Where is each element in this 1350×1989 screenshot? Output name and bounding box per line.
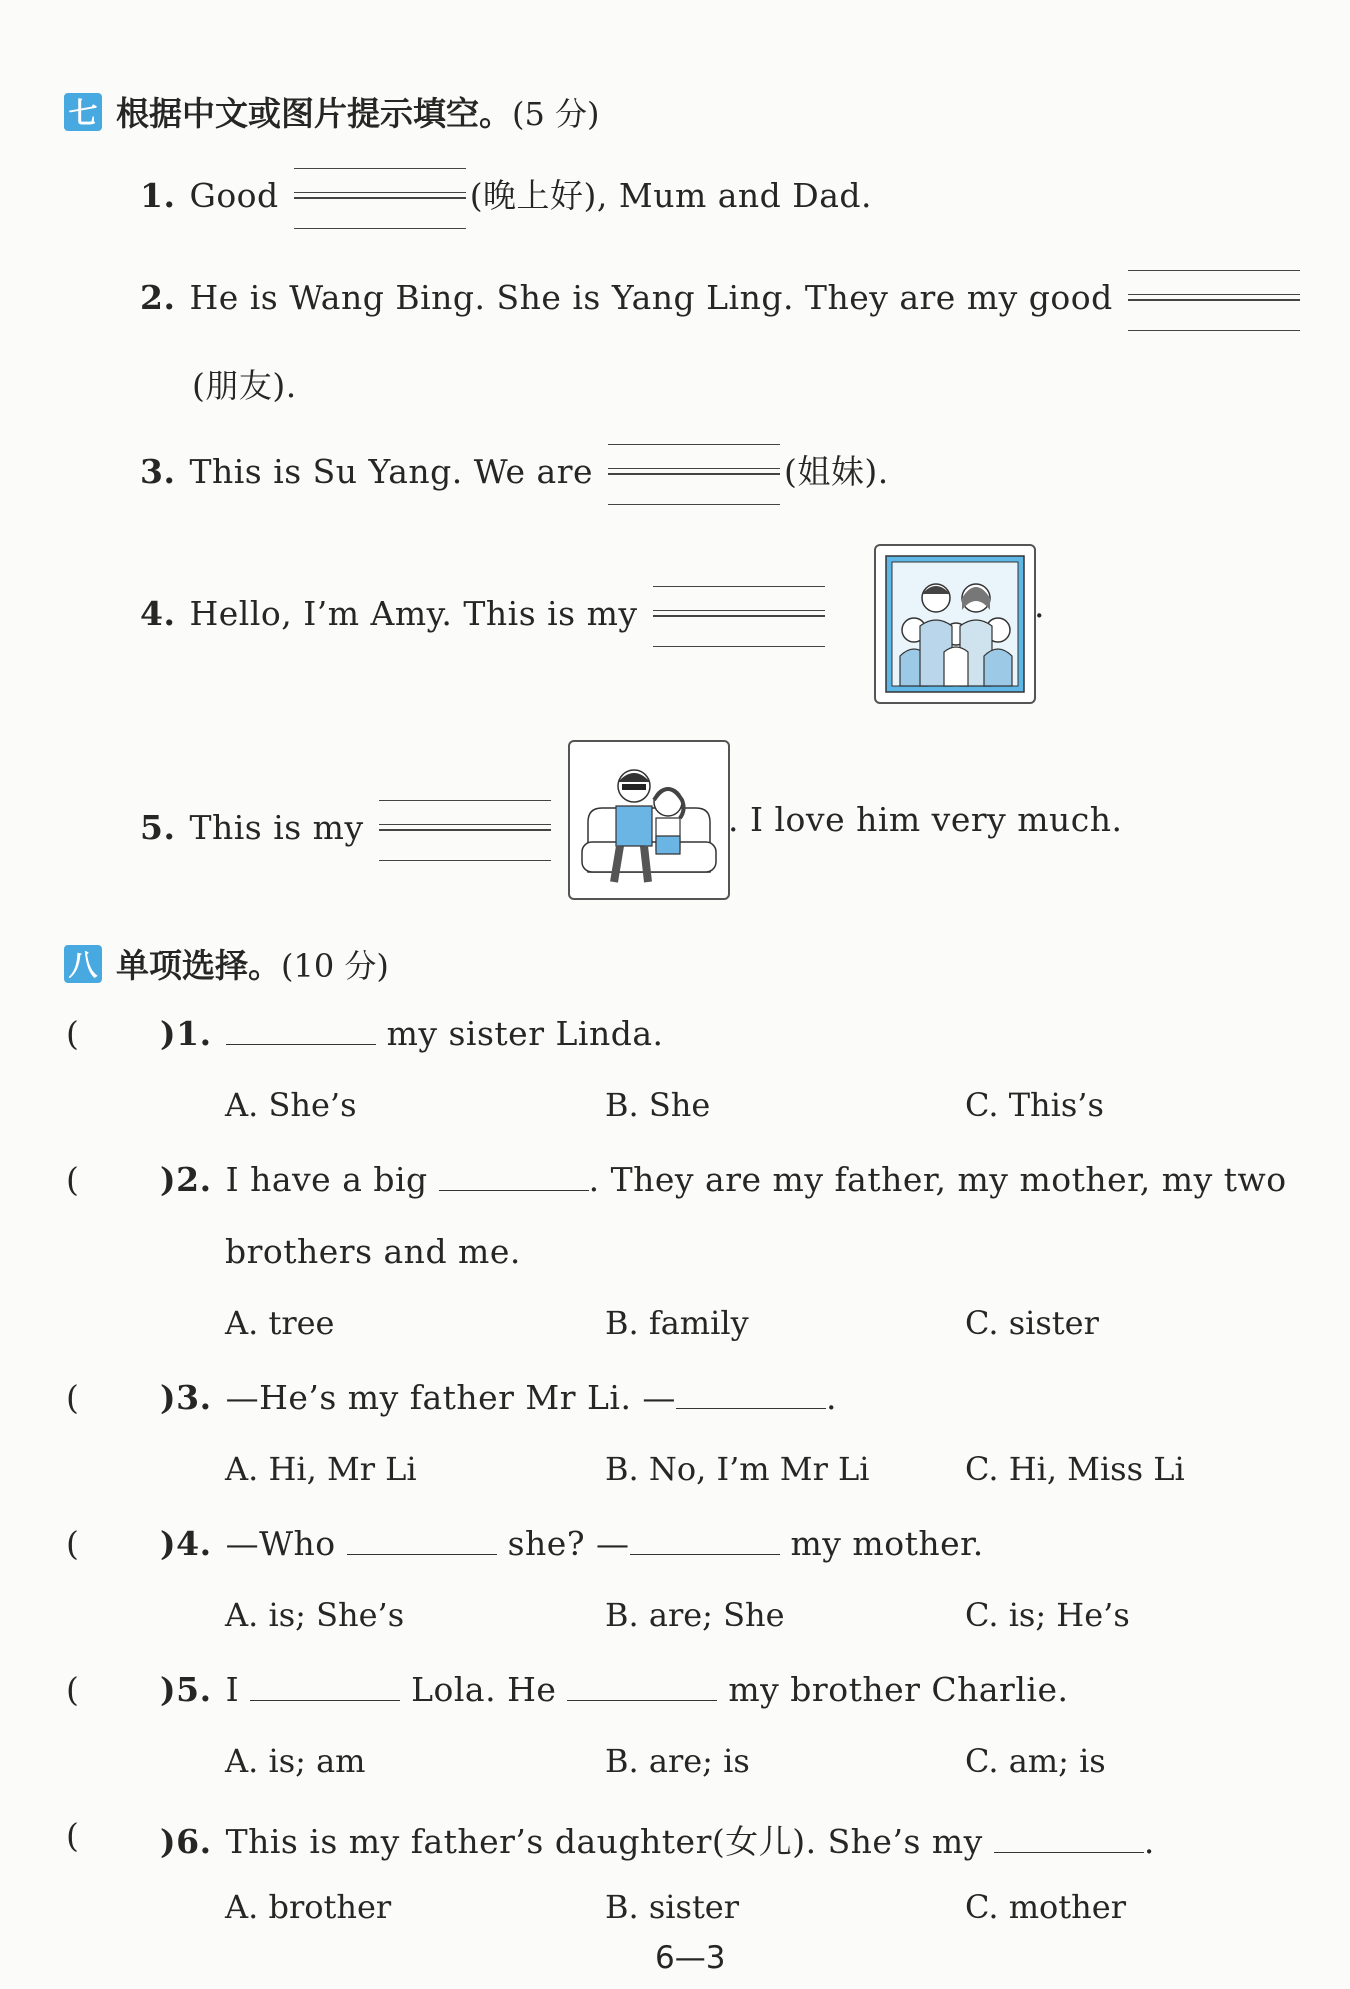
answer-blank[interactable]	[676, 1378, 826, 1409]
answer-blank[interactable]	[250, 1670, 400, 1701]
q5-option-a[interactable]: A. is; am	[225, 1742, 366, 1780]
q4-option-c[interactable]: C. is; He’s	[965, 1596, 1130, 1634]
s7-item-5-end: . I love him very much.	[728, 800, 1123, 839]
q1-option-a[interactable]: A. She’s	[225, 1086, 357, 1124]
item-number: 1.	[140, 176, 176, 215]
s8-question-5	[160, 1670, 1068, 1709]
four-line-blank[interactable]	[1128, 270, 1300, 330]
q-text: This is my father’s daughter(女儿). She’s my	[225, 1822, 994, 1861]
item-text: Good	[189, 176, 279, 215]
s7-item-3	[140, 444, 889, 504]
answer-paren[interactable]: (	[66, 1670, 79, 1709]
s7-item-5	[140, 800, 555, 860]
item-text: This is my	[189, 808, 364, 847]
father-and-daughter-image	[568, 740, 730, 900]
q6-option-c[interactable]: C. mother	[965, 1888, 1126, 1926]
q-text: .	[1143, 1822, 1155, 1861]
question-number: )2.	[160, 1160, 212, 1199]
q-text: my sister Linda.	[375, 1014, 664, 1053]
four-line-blank[interactable]	[653, 586, 825, 646]
q1-option-c[interactable]: C. This’s	[965, 1086, 1104, 1124]
q-text: . They are my father, my mother, my two	[588, 1160, 1287, 1199]
section-8-score: (10 分)	[281, 946, 389, 985]
section-8-badge: 八	[64, 945, 102, 983]
s8-question-4	[160, 1524, 984, 1563]
item-number: 3.	[140, 452, 176, 491]
s7-item-2-cont: (朋友).	[192, 366, 297, 405]
item-number: 4.	[140, 594, 176, 633]
item-text: (姐妹).	[784, 452, 889, 491]
q-text: —He’s my father Mr Li. —	[225, 1378, 676, 1417]
s7-item-2	[140, 270, 1304, 330]
s8-question-2	[160, 1160, 1287, 1199]
q5-option-c[interactable]: C. am; is	[965, 1742, 1106, 1780]
q2-option-c[interactable]: C. sister	[965, 1304, 1099, 1342]
q3-option-c[interactable]: C. Hi, Miss Li	[965, 1450, 1185, 1488]
q-text: my mother.	[779, 1524, 984, 1563]
s8-question-6	[160, 1816, 1155, 1863]
four-line-blank[interactable]	[608, 444, 780, 504]
answer-blank[interactable]	[567, 1670, 717, 1701]
q-text: she? —	[496, 1524, 630, 1563]
s7-item-4	[140, 586, 829, 646]
q3-option-a[interactable]: A. Hi, Mr Li	[225, 1450, 417, 1488]
page-number: 6—3	[655, 1940, 726, 1976]
q4-option-a[interactable]: A. is; She’s	[225, 1596, 405, 1634]
question-number: )4.	[160, 1524, 212, 1563]
answer-blank[interactable]	[226, 1014, 376, 1045]
item-text: (晚上好), Mum and Dad.	[469, 176, 873, 215]
four-line-blank[interactable]	[379, 800, 551, 860]
q4-option-b[interactable]: B. are; She	[605, 1596, 785, 1634]
q-text: .	[825, 1378, 837, 1417]
s8-question-1	[160, 1014, 663, 1053]
item-text: This is Su Yang. We are	[189, 452, 594, 491]
q2-option-a[interactable]: A. tree	[225, 1304, 335, 1342]
question-number: )1.	[160, 1014, 212, 1053]
answer-paren[interactable]: (	[66, 1014, 79, 1053]
q-text: —Who	[225, 1524, 347, 1563]
four-line-blank[interactable]	[294, 168, 466, 228]
section-7-title: 根据中文或图片提示填空。	[116, 94, 512, 133]
q3-option-b[interactable]: B. No, I’m Mr Li	[605, 1450, 870, 1488]
q-text: I	[225, 1670, 251, 1709]
q-text: I have a big	[225, 1160, 439, 1199]
section-7-badge: 七	[64, 93, 102, 131]
answer-blank[interactable]	[347, 1524, 497, 1555]
q1-option-b[interactable]: B. She	[605, 1086, 711, 1124]
section-8-title: 单项选择。	[116, 946, 281, 985]
section-7-score: (5 分)	[512, 94, 600, 133]
q5-option-b[interactable]: B. are; is	[605, 1742, 750, 1780]
question-number: )3.	[160, 1378, 212, 1417]
q2-option-b[interactable]: B. family	[605, 1304, 749, 1342]
item-text: He is Wang Bing. She is Yang Ling. They are my good	[189, 278, 1113, 317]
s8-question-2-cont: brothers and me.	[225, 1232, 521, 1271]
answer-blank[interactable]	[630, 1524, 780, 1555]
section-7-header	[64, 88, 600, 135]
q-text: Lola. He	[400, 1670, 568, 1709]
answer-paren[interactable]: (	[66, 1378, 79, 1417]
question-number: )6.	[160, 1822, 212, 1861]
q6-option-a[interactable]: A. brother	[225, 1888, 392, 1926]
s8-question-3	[160, 1378, 837, 1417]
q-text: my brother Charlie.	[717, 1670, 1069, 1709]
item-text: Hello, I’m Amy. This is my	[189, 594, 638, 633]
answer-paren[interactable]: (	[66, 1160, 79, 1199]
item-number: 5.	[140, 808, 176, 847]
answer-paren[interactable]: (	[66, 1816, 79, 1855]
q6-option-b[interactable]: B. sister	[605, 1888, 740, 1926]
s7-item-4-end: .	[1034, 586, 1045, 625]
answer-blank[interactable]	[994, 1822, 1144, 1853]
family-photo-image	[874, 544, 1036, 704]
s7-item-1	[140, 168, 872, 228]
question-number: )5.	[160, 1670, 212, 1709]
answer-blank[interactable]	[439, 1160, 589, 1191]
item-number: 2.	[140, 278, 176, 317]
section-8-header	[64, 940, 389, 987]
answer-paren[interactable]: (	[66, 1524, 79, 1563]
